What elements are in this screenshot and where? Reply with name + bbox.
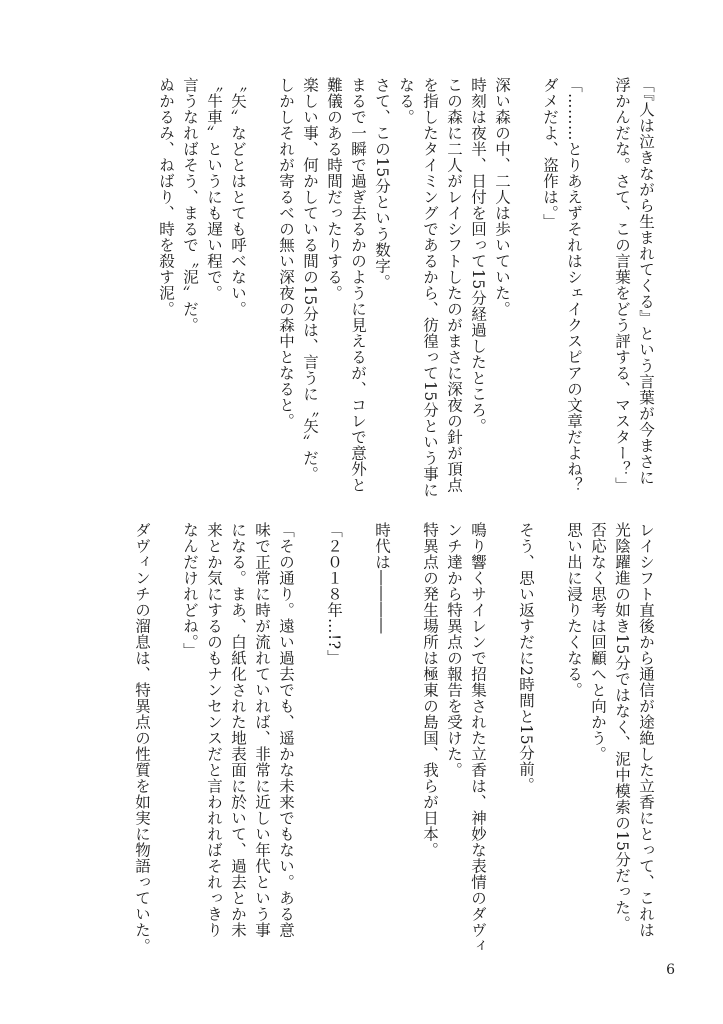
blank-line bbox=[490, 522, 514, 952]
text-line: ぬかるみ、ねばり、時を殺す泥。 bbox=[157, 77, 175, 317]
text-block-lower bbox=[130, 522, 658, 952]
text-line: 「『人は泣きながら生まれてくる』という言葉が今まさに bbox=[637, 77, 655, 486]
text-line: なんだけれどね。」 bbox=[181, 522, 199, 659]
blank-line bbox=[346, 522, 370, 952]
text-block-upper bbox=[154, 77, 658, 497]
text-line: 「２０１８年…!?」 bbox=[325, 522, 343, 666]
blank-line bbox=[514, 77, 538, 497]
text-line: 味で正常に時が流れていれば、非常に近しい年代という事 bbox=[253, 522, 271, 938]
text-line: を指したタイミングであるから、彷徨って15分という事に bbox=[421, 77, 439, 498]
text-line: ンチ達から特異点の報告を受けた。 bbox=[445, 522, 463, 778]
text-line: 〝牛車〟というにも遅い程で。 bbox=[205, 77, 223, 301]
text-line: 〝矢〟などとはとても呼べない。 bbox=[229, 77, 247, 317]
text-line: そう、思い返すだに2時間と15分前。 bbox=[517, 522, 535, 794]
text-line: 「………とりあえずそれはシェイクスピアの文章だよね？ bbox=[565, 77, 583, 493]
blank-line bbox=[250, 77, 274, 497]
text-line: 鳴り響くサイレンで招集された立香は、神妙な表情のダヴィ bbox=[469, 522, 487, 954]
text-line: 楽しい事、何かしている間の15分は、言うに〝矢〟だ。 bbox=[301, 77, 319, 482]
text-line: 特異点の発生場所は極東の島国、我らが日本。 bbox=[421, 522, 439, 858]
text-line: 「その通り。遠い過去でも、遥かな未来でもない。ある意 bbox=[277, 522, 295, 938]
text-line: になる。まあ、白紙化された地表面に於いて、過去とか未 bbox=[229, 522, 247, 938]
text-line: 時代は―――― bbox=[373, 522, 391, 634]
text-line: 光陰躍進の如き15分ではなく、泥中模索の15分だった。 bbox=[613, 522, 631, 932]
text-line: 浮かんだな。さて、この言葉をどう評する、マスター？」 bbox=[613, 77, 631, 493]
text-line: なる。 bbox=[397, 77, 415, 125]
text-line: さて、この15分という数字。 bbox=[373, 77, 391, 290]
blank-line bbox=[586, 77, 610, 497]
page-number: 6 bbox=[666, 962, 675, 978]
text-line: 時刻は夜半、日付を回って15分経過したところ。 bbox=[469, 77, 487, 434]
text-line: しかしそれが寄るべの無い深夜の森中となると。 bbox=[277, 77, 295, 429]
blank-line bbox=[538, 522, 562, 952]
text-line: 言うなればそう、まるで〝泥〟だ。 bbox=[181, 77, 199, 333]
blank-line bbox=[154, 522, 178, 952]
text-line: まるで一瞬で過ぎ去るかのように見えるが、コレで意外と bbox=[349, 77, 367, 493]
text-line: 思い出に浸りたくなる。 bbox=[565, 522, 583, 698]
text-line: この森に二人がレイシフトしたのがまさに深夜の針が頂点 bbox=[445, 77, 463, 493]
text-line: 深い森の中、二人は歩いていた。 bbox=[493, 77, 511, 317]
text-line: ダメだよ、盗作は。」 bbox=[541, 77, 559, 230]
text-line: レイシフト直後から通信が途絶した立香にとって、これは bbox=[637, 522, 655, 938]
text-line: 否応なく思考は回顧へと向かう。 bbox=[589, 522, 607, 762]
text-line: 難儀のある時間だったりする。 bbox=[325, 77, 343, 301]
blank-line bbox=[298, 522, 322, 952]
text-line: 来とか気にするのもナンセンスだと言われればそれっきり bbox=[205, 522, 223, 938]
text-line: ダヴィンチの溜息は、特異点の性質を如実に物語っていた。 bbox=[133, 522, 151, 954]
blank-line bbox=[394, 522, 418, 952]
